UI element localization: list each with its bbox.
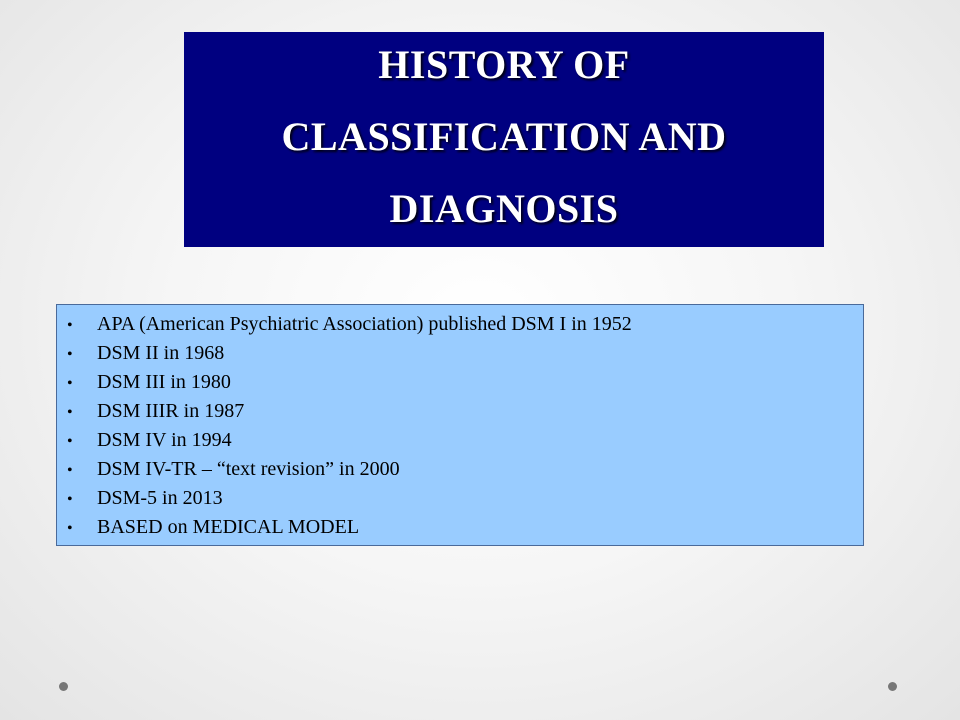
bullet-icon: • [67,317,73,334]
list-item-text: DSM II in 1968 [97,342,225,364]
list-item [65,313,863,342]
bullet-icon: • [67,346,73,363]
list-item [65,342,863,371]
list-item-text: DSM IV-TR – “text revision” in 2000 [97,458,400,480]
list-item [65,429,863,458]
bullet-icon: • [67,375,73,392]
list-item-text: DSM-5 in 2013 [97,487,223,509]
bullet-icon: • [67,520,73,537]
bullet-icon: • [67,404,73,421]
list-item [65,458,863,487]
slide-title-line-1: HISTORY OF [378,41,630,87]
list-item-text: BASED on MEDICAL MODEL [97,516,360,538]
list-item [65,371,863,400]
list-item-text: DSM IV in 1994 [97,429,232,451]
decorative-dot-left [59,682,68,691]
list-item-text: DSM III in 1980 [97,371,231,393]
decorative-dot-right [888,682,897,691]
bullet-list [65,313,863,545]
list-item [65,516,863,545]
list-item [65,400,863,429]
bullet-icon: • [67,433,73,450]
slide-title-line-2: CLASSIFICATION AND [281,113,727,159]
list-item-text: DSM IIIR in 1987 [97,400,245,422]
list-item-text: APA (American Psychiatric Association) published DSM I in 1952 [97,313,632,335]
slide-title-line-3: DIAGNOSIS [389,185,619,231]
slide-title-box [184,32,824,247]
bullet-icon: • [67,491,73,508]
bullet-icon: • [67,462,73,479]
list-item [65,487,863,516]
content-box [56,304,864,546]
